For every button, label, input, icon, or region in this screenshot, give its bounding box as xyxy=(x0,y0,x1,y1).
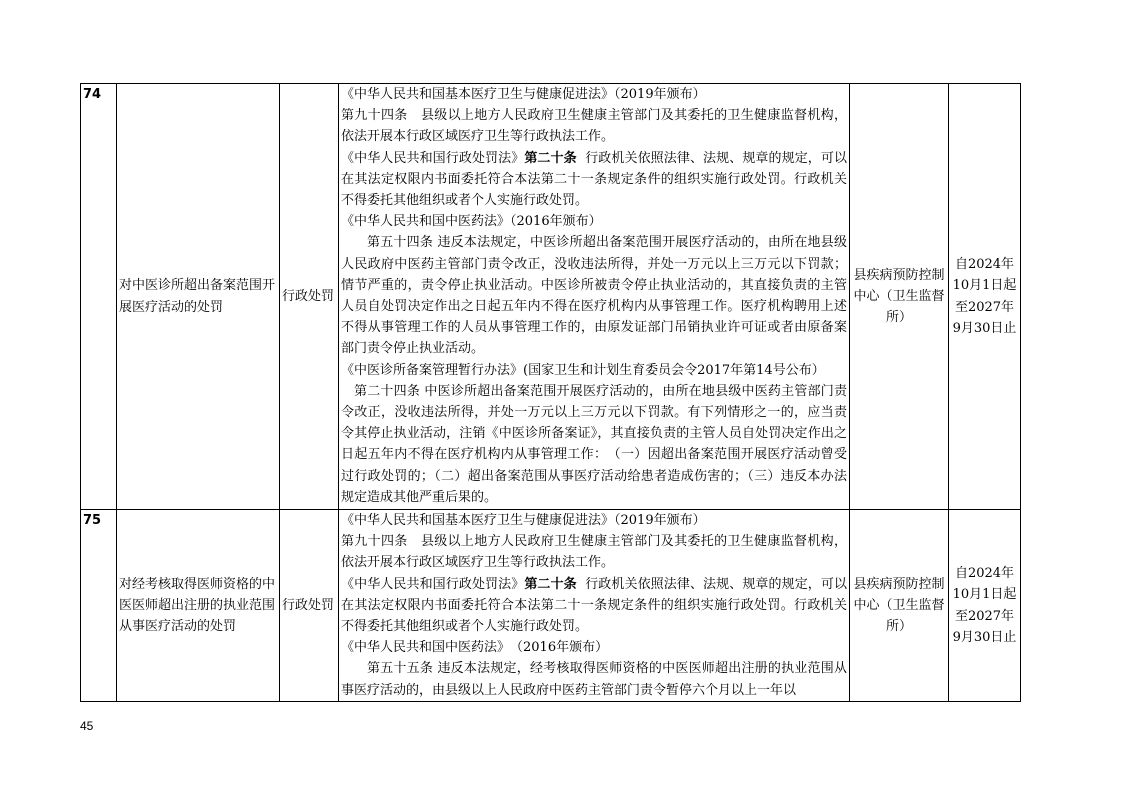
responsible-department: 县疾病预防控制中心（卫生监督所） xyxy=(850,84,949,510)
article-text: 行政机关依照法律、法规、规章的规定，可以在其法定权限内书面委托符合本法第二十一条规定条件的组织实施行政处罚。行政机关不得委托其他组织或者个人实施行政处罚。 xyxy=(341,576,847,635)
basis-line: 第五十四条 违反本法规定，中医诊所超出备案范围开展医疗活动的，由所在地县级人民政府中医药主管部门责令改正，没收违法所得，并处一万元以上三万元以下罚款；情节严重的，责令停止执业活动。中医诊所被责令停止执业活动的，其直接负责的主管人员自处罚决定作出之日起五年内不得在医疗机构内从事管理工作。医疗机构聘用上述不得从事管理工作的人员从事管理工作的，由原发证部门吊销执业许可证或者由原备案部门责令停止执业活动。 xyxy=(341,235,847,357)
law-title: 《中华人民共和国行政处罚法》 xyxy=(341,150,525,166)
basis-line: 第九十四条 县级以上地方人民政府卫生健康主管部门及其委托的卫生健康监督机构，依法开展本行政区域医疗卫生等行政执法工作。 xyxy=(341,534,847,571)
legal-basis xyxy=(339,510,850,702)
article-text: 行政机关依照法律、法规、规章的规定，可以在其法定权限内书面委托符合本法第二十一条规定条件的组织实施行政处罚。行政机关不得委托其他组织或者个人实施行政处罚。 xyxy=(341,150,847,209)
article-number: 第二十条 xyxy=(524,576,577,592)
item-name: 对经考核取得医师资格的中医医师超出注册的执业范围从事医疗活动的处罚 xyxy=(117,510,280,702)
basis-line: 《中华人民共和国基本医疗卫生与健康促进法》（2019年颁布） xyxy=(341,513,706,528)
basis-line: 《中华人民共和国基本医疗卫生与健康促进法》（2019年颁布） xyxy=(341,87,706,102)
basis-line: 第九十四条 县级以上地方人民政府卫生健康主管部门及其委托的卫生健康监督机构，依法开展本行政区域医疗卫生等行政执法工作。 xyxy=(341,108,847,145)
legal-basis xyxy=(339,84,850,510)
basis-line: 第五十五条 违反本法规定，经考核取得医师资格的中医医师超出注册的执业范围从事医疗活动的，由县级以上人民政府中医药主管部门责令暂停六个月以上一年以 xyxy=(341,661,847,698)
responsible-department: 县疾病预防控制中心（卫生监督所） xyxy=(850,510,949,702)
basis-line xyxy=(341,148,847,212)
article-number: 第二十条 xyxy=(524,150,577,166)
table-row xyxy=(81,510,1021,702)
validity-period: 自2024年10月1日起至2027年9月30日止 xyxy=(949,84,1021,510)
row-number: 74 xyxy=(81,84,117,510)
law-title: 《中华人民共和国行政处罚法》 xyxy=(341,576,525,592)
basis-line: 《中华人民共和国中医药法》（2016年颁布） xyxy=(341,214,602,230)
regulation-table xyxy=(80,83,1021,702)
table-row xyxy=(81,84,1021,510)
page-number: 45 xyxy=(80,719,94,733)
item-type: 行政处罚 xyxy=(280,84,339,510)
basis-line: 《中医诊所备案管理暂行办法》(国家卫生和计划生育委员会令2017年第14号公布） xyxy=(341,362,825,378)
basis-line: 第二十四条 中医诊所超出备案范围开展医疗活动的，由所在地县级中医药主管部门责令改正，没收违法所得，并处一万元以上三万元以下罚款。有下列情形之一的，应当责令其停止执业活动，注销《中医诊所备案证》，其直接负责的主管人员自处罚决定作出之日起五年内不得在医疗机构内从事管理工作： （一）因超出备案范围开展医疗活动曾受过行政处罚的；（二）超出备案范围从事医疗活动给患者造成伤害的；（三）违反本办法规定造成其他严重后果的。 xyxy=(341,383,847,505)
row-number: 75 xyxy=(81,510,117,702)
validity-period: 自2024年10月1日起至2027年9月30日止 xyxy=(949,510,1021,702)
basis-line: 《中华人民共和国中医药法》 （2016年颁布） xyxy=(341,640,609,656)
basis-line xyxy=(341,574,847,638)
item-name: 对中医诊所超出备案范围开展医疗活动的处罚 xyxy=(117,84,280,510)
item-type: 行政处罚 xyxy=(280,510,339,702)
